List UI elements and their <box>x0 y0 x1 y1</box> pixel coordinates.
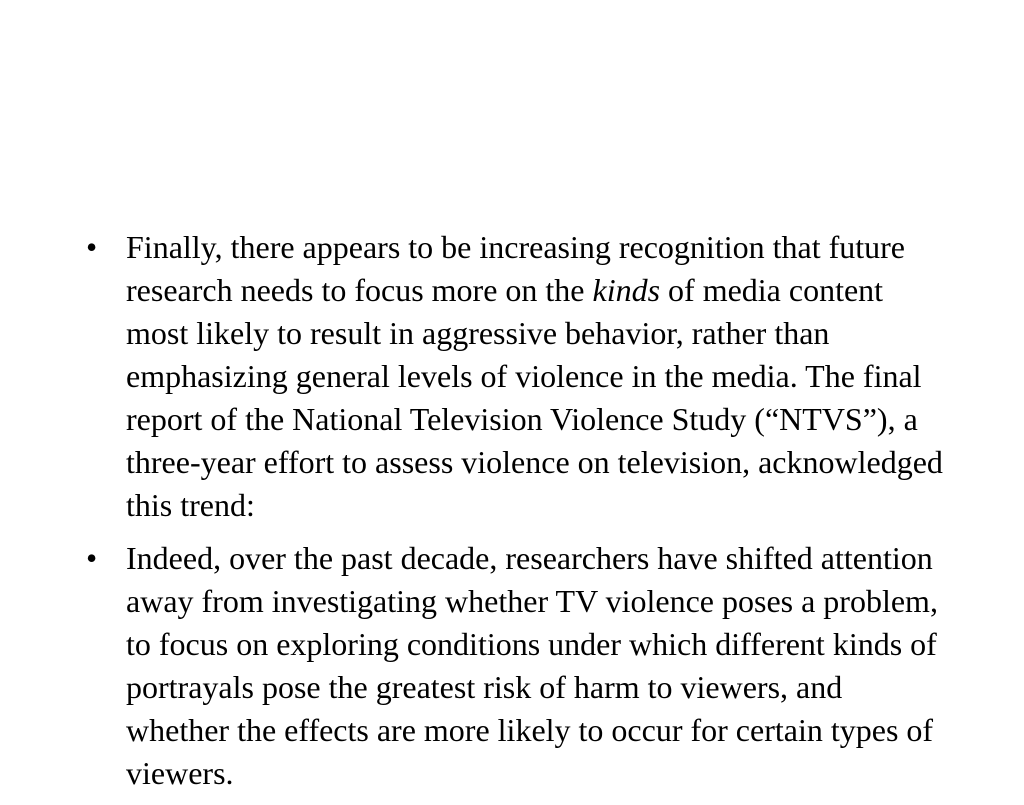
bullet-item <box>86 537 946 795</box>
bullet-list <box>86 226 946 805</box>
bullet-text <box>126 226 946 527</box>
bullet-text-part: of media content most likely to result in aggressive behavior, rather than emphasizing general levels of violence in the media. The final report of the National Television Violence Study (“NTVS”), a three-year effort to assess violence on television, acknowledged this trend: <box>126 272 943 523</box>
bullet-marker: • <box>86 540 98 576</box>
bullet-marker: • <box>86 229 98 265</box>
emphasized-word: kinds <box>592 272 661 308</box>
bullet-text: Indeed, over the past decade, researchers have shifted attention away from investigating whether TV violence poses a problem, to focus on exploring conditions under which different kinds of portrayals pose the greatest risk of harm to viewers, and whether the effects are more likely to occur for certain types of viewers. <box>126 540 938 791</box>
bullet-text-part: Finally, there appears to be increasing recognition that future research needs to focus more on the <box>126 229 905 308</box>
bullet-item <box>86 226 946 527</box>
